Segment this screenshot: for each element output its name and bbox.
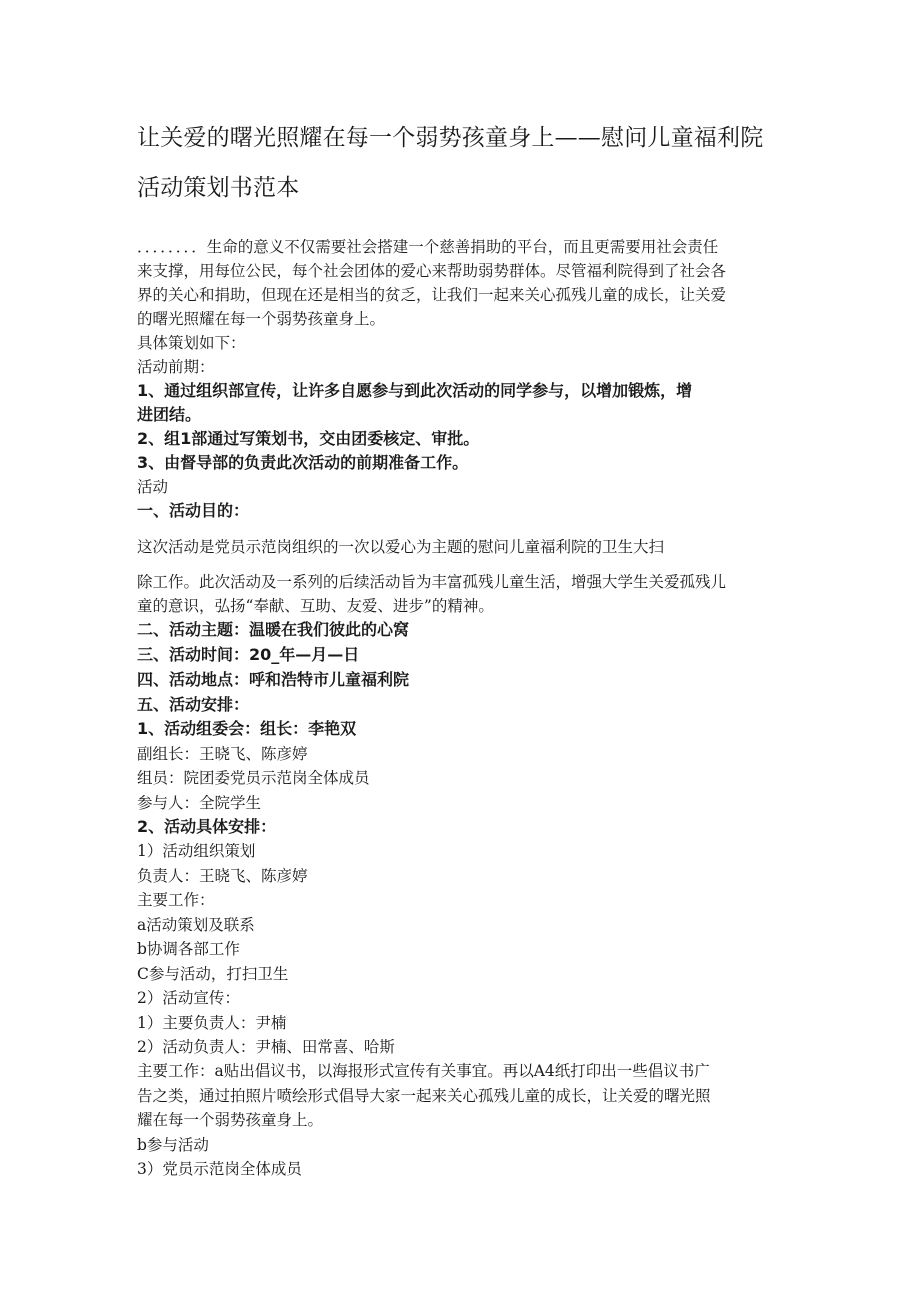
section-2-item-b: b参与活动	[137, 1136, 209, 1154]
pre-item-3: 3、由督导部的负责此次活动的前期准备工作。	[137, 453, 469, 472]
intro-line-2: 来支撑，用每位公民，每个社会团体的爱心来帮助弱势群体。尽管福利院得到了社会各	[137, 262, 727, 280]
time-heading: 三、活动时间：20_年—月—日	[137, 645, 360, 664]
intro-line-4: 的曙光照耀在每一个弱势孩童身上。	[137, 310, 386, 328]
participants-line: 参与人：全院学生	[137, 794, 262, 812]
section-3-heading: 3）党员示范岗全体成员	[137, 1160, 302, 1178]
pre-item-2: 2、组1部通过写策划书，交由团委核定、审批。	[137, 429, 480, 448]
arrangement-heading: 五、活动安排：	[137, 695, 250, 714]
section-2-lead: 1）主要负责人：尹楠	[137, 1014, 287, 1032]
section-2-team: 2）活动负责人：尹楠、田常喜、哈斯	[137, 1038, 395, 1056]
purpose-line-3: 童的意识，弘扬“奉献、互助、友爱、进步”的精神。	[137, 597, 494, 615]
section-1-heading: 1）活动组织策划	[137, 842, 256, 860]
theme-heading: 二、活动主题：温暖在我们彼此的心窝	[137, 620, 410, 639]
plan-heading: 具体策划如下：	[137, 334, 246, 352]
section-1-work: 主要工作：	[137, 891, 215, 909]
vice-leaders: 副组长：王晓飞、陈彦婷	[137, 745, 308, 763]
pre-item-1b: 进团结。	[137, 405, 202, 424]
place-heading: 四、活动地点：呼和浩特市儿童福利院	[137, 670, 410, 689]
committee-line: 1、活动组委会：组长：李艳双	[137, 719, 357, 738]
purpose-heading: 一、活动目的：	[137, 501, 250, 520]
intro-line-3: 界的关心和捐助，但现在还是相当的贫乏，让我们一起来关心孤残儿童的成长，让关爱	[137, 286, 727, 304]
section-1-item-a: a活动策划及联系	[137, 916, 255, 934]
section-2-heading: 2）活动宣传：	[137, 989, 240, 1007]
document-title-line-1: 让关爱的曙光照耀在每一个弱势孩童身上——慰问儿童福利院	[137, 125, 764, 151]
section-1-item-b: b协调各部工作	[137, 940, 240, 958]
section-2-work-1: 主要工作：a贴出倡议书，以海报形式宣传有关事宜。再以A4纸打印出一些倡议书广	[137, 1062, 710, 1080]
section-2-work-2: 告之类，通过拍照片喷绘形式倡导大家一起来关心孤残儿童的成长，让关爱的曙光照	[137, 1087, 711, 1105]
section-1-lead: 负责人：王晓飞、陈彦婷	[137, 867, 308, 885]
section-2-work-3: 耀在每一个弱势孩童身上。	[137, 1111, 324, 1129]
intro-line-1: ．．．．．．．．生命的意义不仅需要社会搭建一个慈善捐助的平台，而且更需要用社会责任	[137, 238, 719, 256]
section-1-item-c: C参与活动，打扫卫生	[137, 965, 289, 983]
purpose-line-2: 除工作。此次活动及一系列的后续活动旨为丰富孤残儿童生活，增强大学生关爱孤残儿	[137, 573, 727, 591]
activity-label: 活动	[137, 478, 169, 496]
document-title-line-2: 活动策划书范本	[137, 175, 300, 201]
detail-heading: 2、活动具体安排：	[137, 817, 277, 836]
pre-item-1a: 1、通过组织部宣传，让许多自愿参与到此次活动的同学参与，以增加锻炼，增	[137, 381, 693, 400]
pre-phase-heading: 活动前期：	[137, 358, 215, 376]
purpose-line-1: 这次活动是党员示范岗组织的一次以爱心为主题的慰问儿童福利院的卫生大扫	[137, 538, 665, 556]
members-line: 组员：院团委党员示范岗全体成员	[137, 769, 370, 787]
